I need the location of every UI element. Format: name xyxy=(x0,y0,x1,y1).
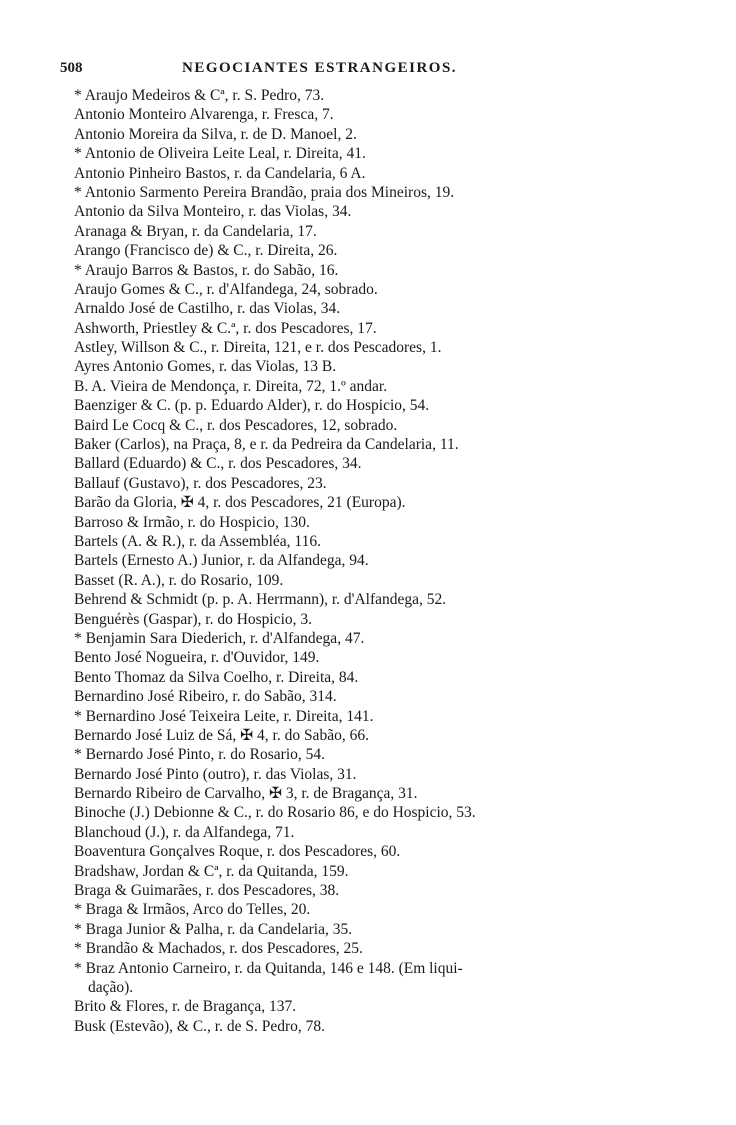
list-item: * Benjamin Sara Diederich, r. d'Alfandega, 47. xyxy=(74,629,365,647)
list-item: Braga & Guimarães, r. dos Pescadores, 38. xyxy=(74,882,340,900)
list-item: Bartels (Ernesto A.) Junior, r. da Alfandega, 94. xyxy=(74,552,369,570)
list-item: Behrend & Schmidt (p. p. A. Herrmann), r. d'Alfandega, 52. xyxy=(74,591,447,609)
list-item: * Braga Junior & Palha, r. da Candelaria, 35. xyxy=(74,920,353,938)
list-item: Astley, Willson & C., r. Direita, 121, e r. dos Pescadores, 1. xyxy=(74,339,442,357)
list-item: Busk (Estevão), & C., r. de S. Pedro, 78. xyxy=(74,1017,325,1035)
list-item: Binoche (J.) Debionne & C., r. do Rosario 86, e do Hospicio, 53. xyxy=(74,804,476,822)
list-item: Baenziger & C. (p. p. Eduardo Alder), r. do Hospicio, 54. xyxy=(74,397,430,415)
list-item: * Brandão & Machados, r. dos Pescadores, 25. xyxy=(74,940,363,958)
list-item: Blanchoud (J.), r. da Alfandega, 71. xyxy=(74,823,295,841)
list-item: Antonio da Silva Monteiro, r. das Violas, 34. xyxy=(74,203,352,221)
list-item: Basset (R. A.), r. do Rosario, 109. xyxy=(74,571,284,589)
page-header xyxy=(60,58,560,84)
list-item: B. A. Vieira de Mendonça, r. Direita, 72, 1.º andar. xyxy=(74,377,388,395)
list-item: Antonio Monteiro Alvarenga, r. Fresca, 7. xyxy=(74,106,334,124)
list-item: Arnaldo José de Castilho, r. das Violas, 34. xyxy=(74,300,341,318)
list-item: * Braz Antonio Carneiro, r. da Quitanda, 146 e 148. (Em liqui- xyxy=(74,959,463,977)
list-item: * Bernardo José Pinto, r. do Rosario, 54. xyxy=(74,746,325,764)
list-item: Antonio Moreira da Silva, r. de D. Manoel, 2. xyxy=(74,125,357,143)
list-item: Ayres Antonio Gomes, r. das Violas, 13 B. xyxy=(74,358,337,376)
list-item: Bernardo Ribeiro de Carvalho, ✠ 3, r. de Bragança, 31. xyxy=(74,785,418,803)
list-item: Araujo Gomes & C., r. d'Alfandega, 24, sobrado. xyxy=(74,280,378,298)
list-item: Benguérès (Gaspar), r. do Hospicio, 3. xyxy=(74,610,313,628)
list-item: Aranaga & Bryan, r. da Candelaria, 17. xyxy=(74,222,317,240)
list-item: Boaventura Gonçalves Roque, r. dos Pescadores, 60. xyxy=(74,843,401,861)
running-title: NEGOCIANTES ESTRANGEIROS. xyxy=(182,60,458,76)
list-item-continuation: dação). xyxy=(88,978,134,996)
list-item: Baird Le Cocq & C., r. dos Pescadores, 12, sobrado. xyxy=(74,416,398,434)
list-item: Bento José Nogueira, r. d'Ouvidor, 149. xyxy=(74,649,320,667)
list-item: Bradshaw, Jordan & Cª, r. da Quitanda, 159. xyxy=(74,862,349,880)
list-item: Barão da Gloria, ✠ 4, r. dos Pescadores, 21 (Europa). xyxy=(74,494,406,512)
list-item: Brito & Flores, r. de Bragança, 137. xyxy=(74,998,297,1016)
merchant-list xyxy=(74,86,674,1036)
list-item: Ballard (Eduardo) & C., r. dos Pescadores, 34. xyxy=(74,455,362,473)
list-item: Bernardo José Luiz de Sá, ✠ 4, r. do Sabão, 66. xyxy=(74,726,369,744)
list-item: Bernardino José Ribeiro, r. do Sabão, 314. xyxy=(74,688,337,706)
list-item: Ballauf (Gustavo), r. dos Pescadores, 23. xyxy=(74,474,327,492)
list-item: Arango (Francisco de) & C., r. Direita, 26. xyxy=(74,242,338,260)
list-item: * Araujo Medeiros & Cª, r. S. Pedro, 73. xyxy=(74,87,325,104)
list-item: Antonio Pinheiro Bastos, r. da Candelaria, 6 A. xyxy=(74,164,366,182)
list-item: * Bernardino José Teixeira Leite, r. Direita, 141. xyxy=(74,707,374,725)
list-item: Ashworth, Priestley & C.ª, r. dos Pescadores, 17. xyxy=(74,319,377,337)
list-item: Bartels (A. & R.), r. da Assembléa, 116. xyxy=(74,532,321,550)
list-item: * Araujo Barros & Bastos, r. do Sabão, 16. xyxy=(74,261,339,279)
list-item: Baker (Carlos), na Praça, 8, e r. da Pedreira da Candelaria, 11. xyxy=(74,436,459,454)
list-item: * Antonio de Oliveira Leite Leal, r. Direita, 41. xyxy=(74,145,366,163)
list-item: Bernardo José Pinto (outro), r. das Violas, 31. xyxy=(74,765,357,783)
page-number: 508 xyxy=(60,60,83,76)
list-item: Barroso & Irmão, r. do Hospicio, 130. xyxy=(74,513,310,531)
list-item: * Braga & Irmãos, Arco do Telles, 20. xyxy=(74,901,311,919)
list-item: Bento Thomaz da Silva Coelho, r. Direita, 84. xyxy=(74,668,359,686)
list-item: * Antonio Sarmento Pereira Brandão, praia dos Mineiros, 19. xyxy=(74,183,455,201)
